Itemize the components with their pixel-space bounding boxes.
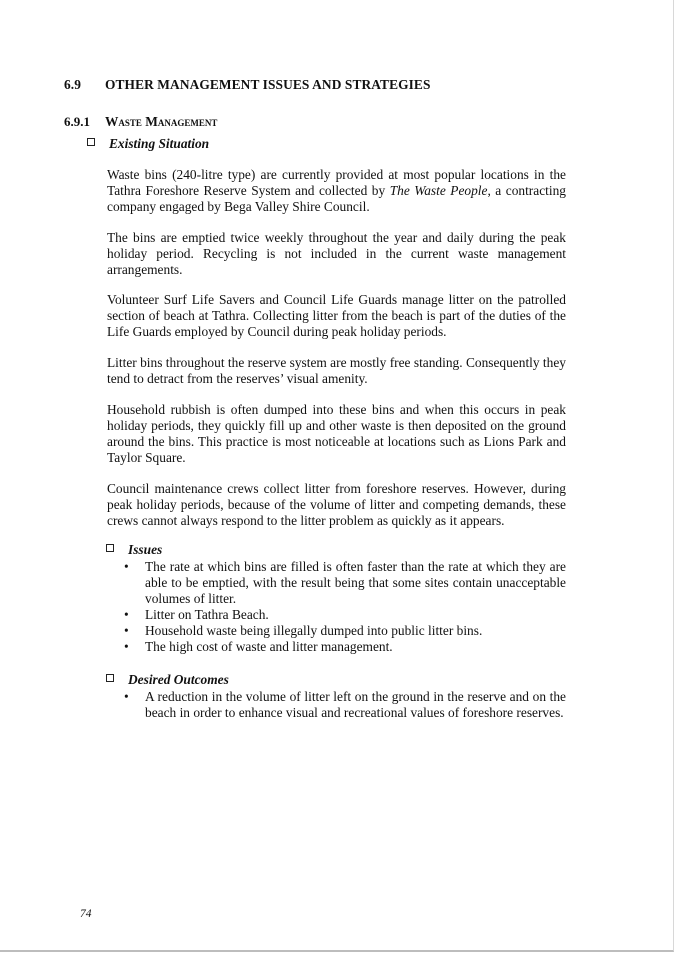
section-title: OTHER MANAGEMENT ISSUES AND STRATEGIES (105, 77, 431, 92)
list-item: • Litter on Tathra Beach. (124, 607, 269, 622)
paragraph-4 (107, 355, 566, 387)
bullet-icon: • (124, 689, 129, 704)
checkbox-square-icon (87, 138, 95, 146)
list-item: • Household waste being illegally dumped into public litter bins. (124, 623, 483, 638)
bullet-icon: • (124, 559, 129, 574)
paragraph-3-text: Volunteer Surf Life Savers and Council Life Guards manage litter on the patrolled section of beach at Tathra. Collecting litter from the beach is part of the duties of the Life Guards employed by Council during peak holiday periods. (107, 292, 566, 339)
bullet-icon: • (124, 639, 129, 654)
list-item: • The rate at which bins are filled is often faster than the rate at which they are able to be emptied, with the result being that some sites contain unacceptable volumes of litter. (124, 559, 566, 606)
paragraph-4-text: Litter bins throughout the reserve system are mostly free standing. Consequently they tend to detract from the reserves’ visual amenity. (107, 355, 566, 386)
subsection-title: Waste Management (105, 114, 218, 129)
existing-situation-label: Existing Situation (109, 136, 210, 151)
paragraph-1 (107, 167, 566, 215)
checkbox-square-icon (106, 544, 114, 552)
list-item: • The high cost of waste and litter management. (124, 639, 393, 654)
checkbox-square-icon (106, 674, 114, 682)
section-heading (64, 77, 431, 93)
paragraph-6-text: Council maintenance crews collect litter from foreshore reserves. However, during peak holiday periods, because of the volume of litter and competing demands, these crews cannot always respond to the litter problem as quickly as it appears. (107, 481, 566, 528)
issues-label: Issues (128, 542, 163, 557)
paragraph-5 (107, 402, 566, 466)
page-number: 74 (80, 908, 92, 920)
paragraph-3 (107, 292, 566, 340)
paragraph-5-text: Household rubbish is often dumped into these bins and when this occurs in peak holiday periods, they quickly fill up and other waste is then deposited on the ground around the bins. This practice is most noticeable at locations such as Lions Park and Taylor Square. (107, 402, 566, 465)
paragraph-1-text-after: , a contracting company engaged by Bega Valley Shire Council. (107, 183, 566, 214)
subsection-heading (64, 114, 217, 130)
section-number: 6.9 (64, 77, 82, 92)
desired-outcomes-heading (106, 672, 229, 688)
desired-outcomes-list (124, 689, 566, 721)
paragraph-2 (107, 230, 566, 278)
paragraph-1-italic: The Waste People (389, 183, 488, 198)
paragraph-6 (107, 481, 566, 529)
paragraph-2-text: The bins are emptied twice weekly throughout the year and daily during the peak holiday period. Recycling is not included in the current waste management arrangements. (107, 230, 566, 277)
issues-heading (106, 542, 162, 558)
list-item: • A reduction in the volume of litter left on the ground in the reserve and on the beach in order to enhance visual and recreational values of foreshore reserves. (124, 689, 566, 720)
subsection-number: 6.9.1 (64, 114, 90, 129)
issues-list (124, 559, 566, 655)
paragraph-1-text-before: Waste bins (240-litre type) are currently provided at most popular locations in the Tathra Foreshore Reserve System and collected by (107, 167, 566, 198)
bullet-icon: • (124, 623, 129, 638)
existing-situation-heading (87, 136, 209, 152)
desired-outcomes-label: Desired Outcomes (128, 672, 229, 687)
bullet-icon: • (124, 607, 129, 622)
